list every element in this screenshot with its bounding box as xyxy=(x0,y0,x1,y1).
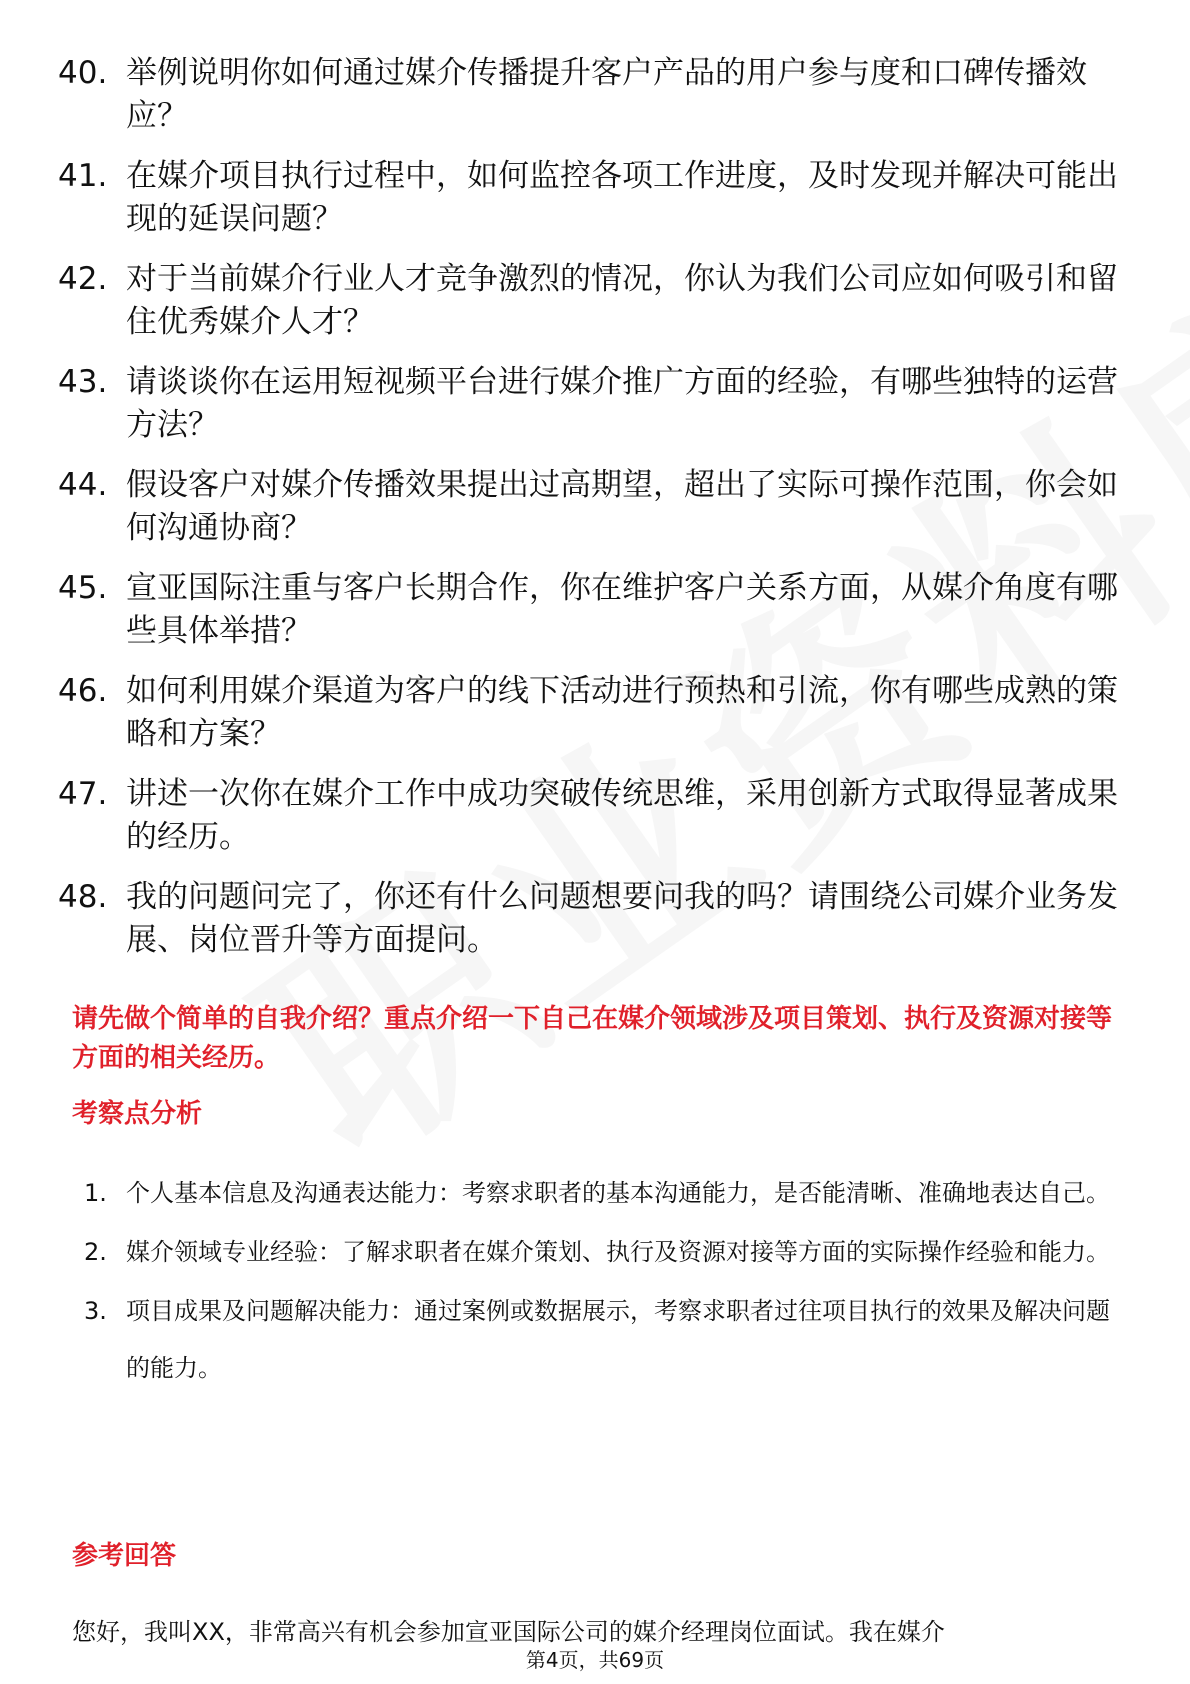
analysis-number: 2. xyxy=(84,1238,107,1266)
analysis-text: 媒介领域专业经验：了解求职者在媒介策划、执行及资源对接等方面的实际操作经验和能力。 xyxy=(126,1238,1110,1266)
question-number: 45. xyxy=(58,570,108,606)
question-list xyxy=(58,52,1118,979)
question-item xyxy=(58,670,1118,756)
question-text: 在媒介项目执行过程中，如何监控各项工作进度，及时发现并解决可能出现的延误问题？ xyxy=(126,158,1118,237)
question-number: 40. xyxy=(58,55,108,91)
question-number: 43. xyxy=(58,364,108,400)
question-number: 41. xyxy=(58,158,108,194)
question-item xyxy=(58,464,1118,550)
question-text: 宣亚国际注重与客户长期合作，你在维护客户关系方面，从媒介角度有哪些具体举措？ xyxy=(126,570,1118,649)
answer-heading: 参考回答 xyxy=(72,1541,177,1571)
question-text: 请谈谈你在运用短视频平台进行媒介推广方面的经验，有哪些独特的运营方法？ xyxy=(126,364,1118,443)
question-text: 讲述一次你在媒介工作中成功突破传统思维，采用创新方式取得显著成果的经历。 xyxy=(126,776,1118,855)
analysis-text: 个人基本信息及沟通表达能力：考察求职者的基本沟通能力，是否能清晰、准确地表达自己。 xyxy=(126,1179,1110,1207)
question-number: 44. xyxy=(58,467,108,503)
analysis-item xyxy=(84,1165,1124,1222)
answer-text: 您好，我叫XX，非常高兴有机会参加宣亚国际公司的媒介经理岗位面试。我在媒介 xyxy=(72,1618,945,1646)
question-text: 我的问题问完了，你还有什么问题想要问我的吗？请围绕公司媒介业务发展、岗位晋升等方面提问。 xyxy=(126,879,1118,958)
analysis-heading: 考察点分析 xyxy=(72,1099,203,1129)
question-item xyxy=(58,155,1118,241)
question-number: 48. xyxy=(58,879,108,915)
question-text: 对于当前媒介行业人才竞争激烈的情况，你认为我们公司应如何吸引和留住优秀媒介人才？ xyxy=(126,261,1118,340)
question-text: 如何利用媒介渠道为客户的线下活动进行预热和引流，你有哪些成熟的策略和方案？ xyxy=(126,673,1118,752)
question-item xyxy=(58,773,1118,859)
question-item xyxy=(58,567,1118,653)
page-footer: 第4页，共69页 xyxy=(525,1648,665,1672)
question-item xyxy=(58,876,1118,962)
analysis-item xyxy=(84,1224,1124,1281)
question-number: 42. xyxy=(58,261,108,297)
analysis-number: 3. xyxy=(84,1297,107,1325)
analysis-list xyxy=(84,1165,1124,1399)
question-item xyxy=(58,258,1118,344)
question-text: 举例说明你如何通过媒介传播提升客户产品的用户参与度和口碑传播效应？ xyxy=(126,55,1087,134)
question-number: 46. xyxy=(58,673,108,709)
question-item xyxy=(58,52,1118,138)
question-number: 47. xyxy=(58,776,108,812)
question-text: 假设客户对媒介传播效果提出过高期望，超出了实际可操作范围，你会如何沟通协商？ xyxy=(126,467,1118,546)
analysis-number: 1. xyxy=(84,1179,107,1207)
question-item xyxy=(58,361,1118,447)
analysis-item xyxy=(84,1283,1124,1397)
highlight-question: 请先做个简单的自我介绍？重点介绍一下自己在媒介领域涉及项目策划、执行及资源对接等方面的相关经历。 xyxy=(72,1004,1113,1073)
analysis-text: 项目成果及问题解决能力：通过案例或数据展示，考察求职者过往项目执行的效果及解决问题的能力。 xyxy=(126,1297,1110,1382)
